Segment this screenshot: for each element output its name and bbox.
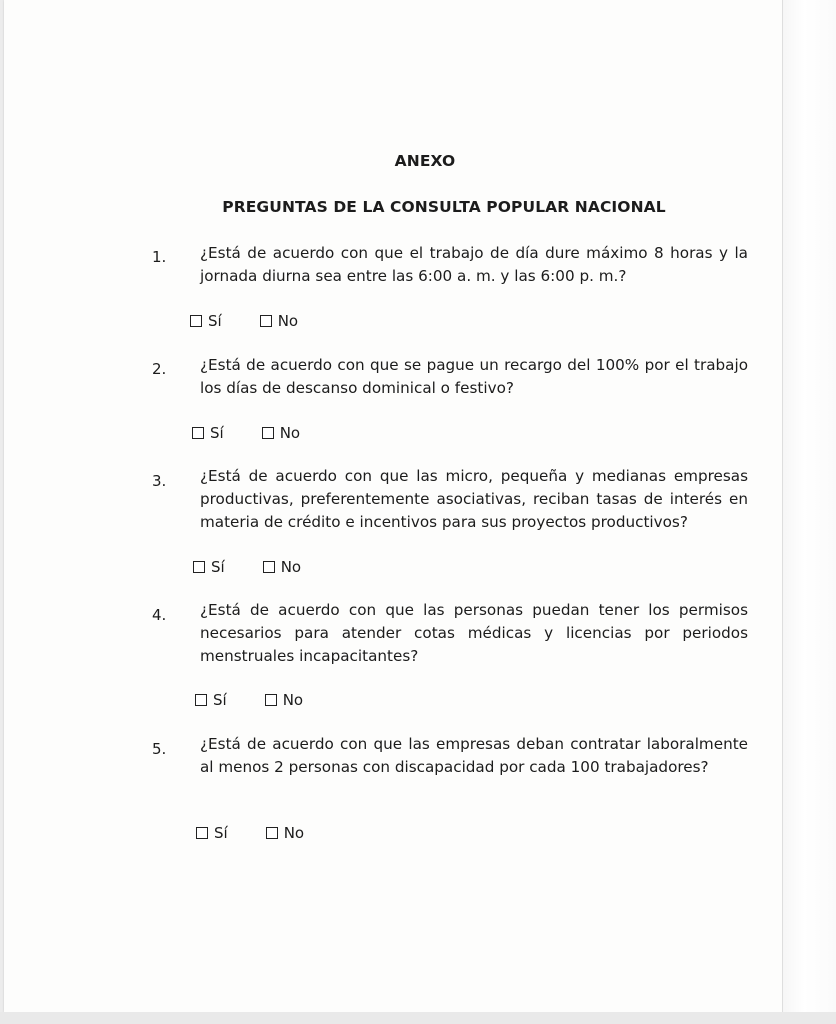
question-text: ¿Está de acuerdo con que las personas puedan tener los permisos necesarios para atender cotas médicas y licencias por periodos menstruales incapacitantes? bbox=[200, 601, 748, 665]
no-label: No bbox=[277, 312, 299, 330]
checkbox-icon[interactable] bbox=[196, 827, 208, 839]
question-number: 3. bbox=[152, 472, 167, 490]
bottom-margin bbox=[0, 1012, 836, 1024]
no-option[interactable] bbox=[263, 558, 301, 576]
no-label: No bbox=[283, 824, 305, 842]
checkbox-icon[interactable] bbox=[263, 561, 275, 573]
yes-option[interactable] bbox=[190, 312, 222, 330]
checkbox-icon[interactable] bbox=[195, 694, 207, 706]
no-option[interactable] bbox=[262, 424, 300, 442]
document-title: PREGUNTAS DE LA CONSULTA POPULAR NACIONAL bbox=[222, 198, 666, 216]
answer-options bbox=[190, 312, 326, 330]
question-number: 2. bbox=[152, 360, 167, 378]
question-text: ¿Está de acuerdo con que se pague un recargo del 100% por el trabajo los días de descanso dominical o festivo? bbox=[200, 356, 748, 397]
annex-heading: ANEXO bbox=[394, 152, 456, 170]
question-number: 1. bbox=[152, 248, 167, 266]
answer-options bbox=[192, 424, 328, 442]
checkbox-icon[interactable] bbox=[193, 561, 205, 573]
answer-options bbox=[196, 824, 332, 842]
yes-label: Sí bbox=[211, 558, 225, 576]
no-option[interactable] bbox=[266, 824, 304, 842]
checkbox-icon[interactable] bbox=[265, 694, 277, 706]
checkbox-icon[interactable] bbox=[260, 315, 272, 327]
question-text: ¿Está de acuerdo con que el trabajo de día dure máximo 8 horas y la jornada diurna sea entre las 6:00 a. m. y las 6:00 p. m.? bbox=[200, 244, 748, 285]
yes-label: Sí bbox=[213, 691, 227, 709]
answer-options bbox=[193, 558, 329, 576]
yes-option[interactable] bbox=[196, 824, 228, 842]
yes-option[interactable] bbox=[195, 691, 227, 709]
question-text: ¿Está de acuerdo con que las empresas deban contratar laboralmente al menos 2 personas con discapacidad por cada 100 trabajadores? bbox=[200, 735, 748, 776]
no-option[interactable] bbox=[265, 691, 303, 709]
checkbox-icon[interactable] bbox=[192, 427, 204, 439]
no-option[interactable] bbox=[260, 312, 298, 330]
answer-options bbox=[195, 691, 331, 709]
no-label: No bbox=[280, 558, 302, 576]
checkbox-icon[interactable] bbox=[190, 315, 202, 327]
yes-option[interactable] bbox=[193, 558, 225, 576]
question-text: ¿Está de acuerdo con que las micro, pequeña y medianas empresas productivas, preferentemente asociativas, reciban tasas de interés en materia de crédito e incentivos para sus proyectos productivos? bbox=[200, 467, 748, 531]
no-label: No bbox=[282, 691, 304, 709]
checkbox-icon[interactable] bbox=[266, 827, 278, 839]
yes-label: Sí bbox=[210, 424, 224, 442]
yes-label: Sí bbox=[208, 312, 222, 330]
no-label: No bbox=[279, 424, 301, 442]
question-number: 4. bbox=[152, 606, 167, 624]
question-number: 5. bbox=[152, 740, 167, 758]
checkbox-icon[interactable] bbox=[262, 427, 274, 439]
yes-label: Sí bbox=[214, 824, 228, 842]
yes-option[interactable] bbox=[192, 424, 224, 442]
